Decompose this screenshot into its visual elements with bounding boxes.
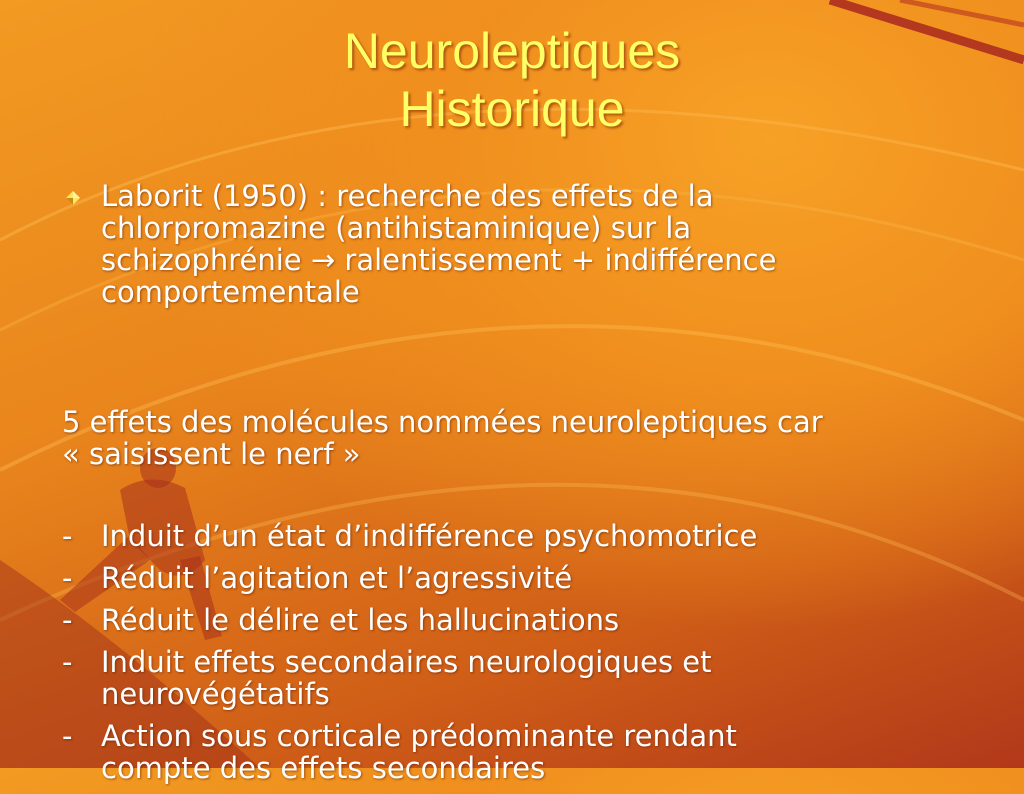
paragraph-line: 5 effets des molécules nommées neuroleptiques car	[62, 405, 823, 439]
list-item	[62, 520, 992, 552]
list-item-text: Réduit l’agitation et l’agressivité	[101, 561, 573, 595]
list-item-text: Induit d’un état d’indifférence psychomotrice	[101, 519, 758, 553]
list-item-text: Réduit le délire et les hallucinations	[101, 603, 620, 637]
bullet-laborit	[62, 180, 992, 308]
bullet-line: comportementale	[101, 275, 360, 309]
paragraph-effets	[62, 406, 992, 470]
arrow-icon: →	[310, 243, 336, 277]
bullet-line: Laborit (1950) : recherche des effets de la	[101, 179, 714, 213]
list-item-text: Induit effets secondaires neurologiques et	[101, 645, 712, 679]
paragraph-line: « saisissent le nerf »	[62, 437, 361, 471]
dash-marker: -	[62, 519, 73, 553]
slide-title	[0, 22, 1024, 138]
list-item	[62, 562, 992, 594]
title-line-2: Historique	[399, 81, 625, 137]
dash-marker: -	[62, 645, 73, 679]
bullet-text: ralentissement + indifférence	[344, 243, 777, 277]
bullet-text: schizophrénie	[101, 243, 302, 277]
list-item	[62, 720, 992, 784]
bullet-line: chlorpromazine (antihistaminique) sur la	[101, 211, 692, 245]
list-item-text: neurovégétatifs	[101, 677, 330, 711]
title-line-1: Neuroleptiques	[343, 23, 681, 79]
dash-marker: -	[62, 719, 73, 753]
list-item-text: Action sous corticale prédominante rendant	[101, 719, 737, 753]
diamond-bullet-icon	[66, 191, 80, 205]
list-item-text: compte des effets secondaires	[101, 751, 546, 785]
slide-content	[62, 180, 992, 794]
dash-marker: -	[62, 603, 73, 637]
dash-marker: -	[62, 561, 73, 595]
effects-list	[62, 520, 992, 784]
list-item	[62, 646, 992, 710]
bullet-line	[101, 244, 992, 276]
list-item	[62, 604, 992, 636]
